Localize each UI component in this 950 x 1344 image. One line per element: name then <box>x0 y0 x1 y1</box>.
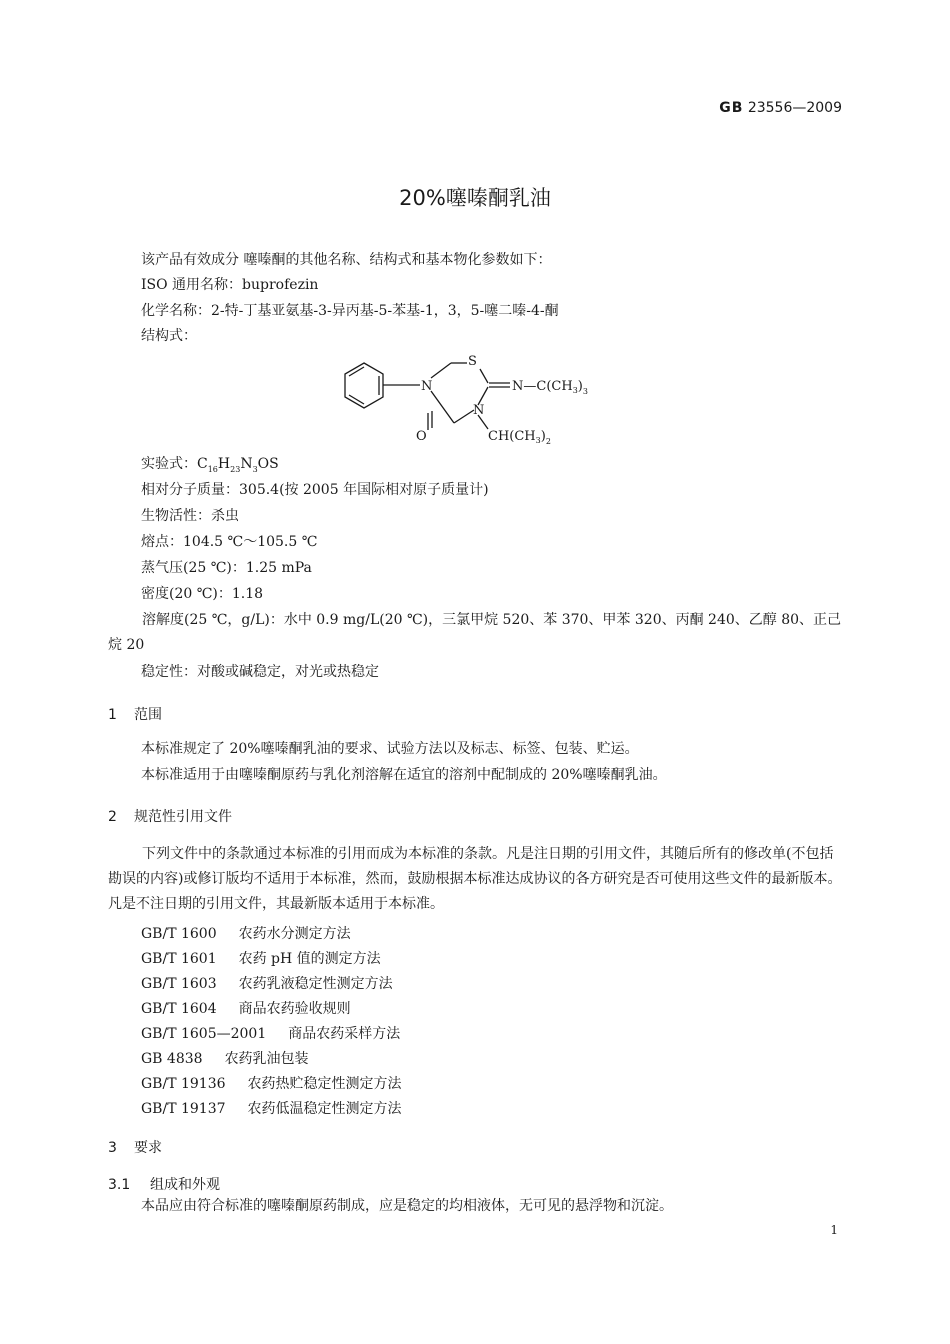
standard-number: 23556—2009 <box>747 100 842 116</box>
structure-label: 结构式： <box>141 328 197 344</box>
section-3-1-para: 本品应由符合标准的噻嗪酮原药制成，应是稳定的均相液体，无可见的悬浮物和沉淀。 <box>141 1198 673 1214</box>
density: 密度(20 ℃)：1.18 <box>141 586 264 602</box>
reference-item: GB/T 1601 农药 pH 值的测定方法 <box>141 951 381 967</box>
reference-item: GB/T 19137 农药低温稳定性测定方法 <box>141 1101 402 1117</box>
isopropyl-group: $CH(CH_3)_2$ <box>488 429 551 446</box>
molecular-formula: 实验式：$C_{16}H_{23}N_3OS$ <box>141 456 279 474</box>
atom-n1: N <box>421 379 433 394</box>
standard-code <box>719 100 842 116</box>
section-2-heading: 2 规范性引用文件 <box>108 809 232 825</box>
section-2-para: 下列文件中的条款通过本标准的引用而成为本标准的条款。凡是注日期的引用文件，其随后所有的修改单(不包括勘误的内容)或修订版均不适用于本标准，然而，鼓励根据本标准达成协议的各方研究是否可使用这些文件的最新版本。凡是不注日期的引用文件，其最新版本适用于本标准。 <box>108 846 842 912</box>
imino-group: $N—C(CH_3)_3$ <box>512 379 588 396</box>
section-1-heading: 1 范围 <box>108 707 162 723</box>
vapor-pressure: 蒸气压(25 ℃)：1.25 mPa <box>141 560 312 576</box>
reference-item: GB 4838 农药乳油包装 <box>141 1051 309 1067</box>
reference-item: GB/T 1600 农药水分测定方法 <box>141 926 351 942</box>
bioactivity: 生物活性：杀虫 <box>141 508 239 524</box>
molecular-weight: 相对分子质量：305.4(按 2005 年国际相对原子质量计) <box>141 482 489 498</box>
reference-item: GB/T 1603 农药乳液稳定性测定方法 <box>141 976 393 992</box>
reference-item: GB/T 19136 农药热贮稳定性测定方法 <box>141 1076 402 1092</box>
atom-s: S <box>468 354 477 369</box>
atom-o: O <box>416 429 427 444</box>
atom-n2: N <box>473 403 485 418</box>
page-number: 1 <box>830 1223 838 1237</box>
stability: 稳定性：对酸或碱稳定，对光或热稳定 <box>141 664 379 680</box>
page-title: 20%噻嗪酮乳油 <box>399 186 551 210</box>
section-3-1-heading: 3.1 组成和外观 <box>108 1177 220 1193</box>
section-1-para-1: 本标准规定了 20%噻嗪酮乳油的要求、试验方法以及标志、标签、包装、贮运。 <box>141 741 639 757</box>
reference-item: GB/T 1604 商品农药验收规则 <box>141 1001 351 1017</box>
benzene-ring <box>345 363 383 408</box>
iso-name: ISO 通用名称：buprofezin <box>141 277 319 293</box>
section-1-para-2: 本标准适用于由噻嗪酮原药与乳化剂溶解在适宜的溶剂中配制成的 20%噻嗪酮乳油。 <box>141 767 667 783</box>
solubility: 溶解度(25 ℃，g/L)：水中 0.9 mg/L(20 ℃)，三氯甲烷 520、苯 370、甲苯 320、丙酮 240、乙醇 80、正己烷 20 <box>108 612 842 653</box>
intro-line: 该产品有效成分 噻嗪酮的其他名称、结构式和基本物化参数如下： <box>141 252 552 268</box>
structural-formula <box>330 345 620 450</box>
reference-item: GB/T 1605—2001 商品农药采样方法 <box>141 1026 401 1042</box>
chemical-name: 化学名称：2-特-丁基亚氨基-3-异丙基-5-苯基-1，3，5-噻二嗪-4-酮 <box>141 303 559 319</box>
section-3-heading: 3 要求 <box>108 1140 162 1156</box>
melting-point: 熔点：104.5 ℃～105.5 ℃ <box>141 534 318 550</box>
standard-prefix: GB <box>719 100 744 116</box>
